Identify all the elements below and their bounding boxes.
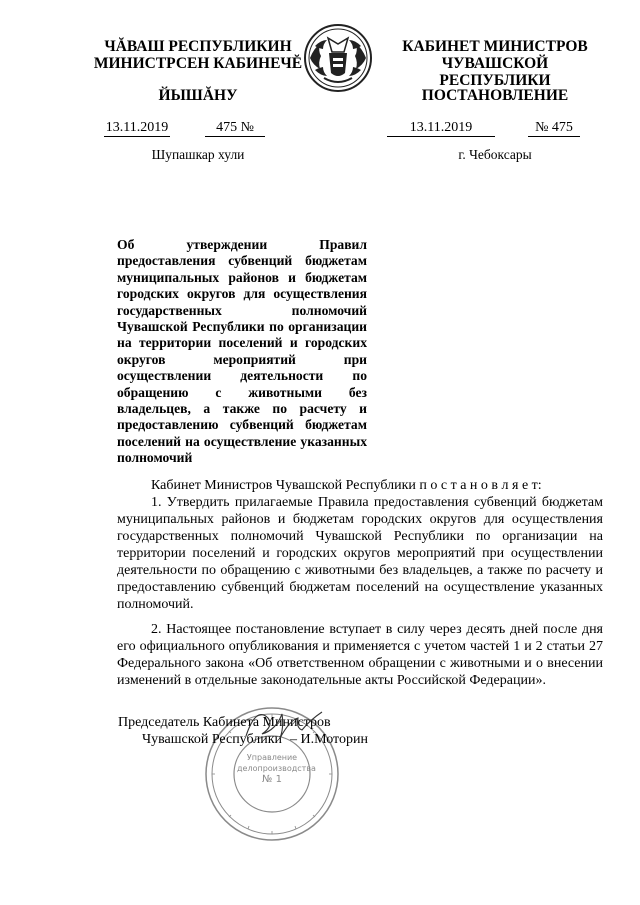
left-header-line1: ЧĂВАШ РЕСПУБЛИКИН: [104, 38, 292, 55]
left-date: 13.11.2019: [105, 120, 169, 135]
left-header: [92, 38, 304, 72]
right-date: 13.11.2019: [387, 120, 495, 137]
signature-line1: Председатель Кабинета Министров: [118, 715, 331, 730]
handwritten-signature: [240, 700, 330, 750]
left-header-line2: МИНИСТРСЕН КАБИНЕЧĔ: [93, 55, 303, 72]
point-2: 2. Настоящее постановление вступает в силу через десять дней после дня его официального опубликования и применяется с учетом частей 1 и 2 статьи 27 Федерального закона «Об ответственном обращении с животными и о внесении изменений в отдельные законодательные акты Российской Федерации».: [117, 622, 603, 688]
left-date-number: [104, 120, 265, 137]
preamble: Кабинет Министров Чувашской Республики п о с т а н о в л я е т:: [151, 478, 542, 493]
signature-line2: Чувашской Республики: [142, 732, 283, 747]
document-subject: Об утверждении Правил предоставления субвенций бюджетам муниципальных районов и бюджетам городских округов для осуществления государственных полномочий Чувашской Республики по организации на территории поселений и городских округов мероприятий при осуществлении деятельности по обращению с животными без владельцев, а также по расчету и предоставлению субвенций бюджетам поселений на осуществление указанных полномочий: [117, 237, 367, 466]
left-city: Шупашкар хули: [151, 147, 245, 162]
coat-of-arms-icon: [302, 22, 374, 94]
stamp-inner-text: [237, 752, 316, 785]
right-header: [392, 38, 598, 89]
left-number: 475 №: [205, 120, 265, 137]
right-doc-type: ПОСТАНОВЛЕНИЕ: [421, 87, 569, 104]
right-number: № 475: [528, 120, 580, 137]
document-body: [117, 477, 603, 689]
left-doc-type: ЙЫШĂНУ: [158, 87, 238, 104]
right-header-line2: ЧУВАШСКОЙ РЕСПУБЛИКИ: [439, 55, 551, 89]
right-date-number: [387, 120, 580, 137]
signature-name: – И.Моторин: [290, 732, 368, 747]
stamp-line2: делопроизводства: [237, 764, 316, 773]
right-header-line1: КАБИНЕТ МИНИСТРОВ: [402, 38, 588, 55]
stamp-line1: Управление: [246, 753, 298, 762]
right-city: г. Чебоксары: [458, 147, 532, 162]
stamp-line3: № 1: [262, 774, 282, 785]
point-1: 1. Утвердить прилагаемые Правила предоставления субвенций бюджетам муниципальных районов и бюджетам городских округов для осуществления государственных полномочий Чувашской Республики по организации на территории поселений и городских округов мероприятий при осуществлении деятельности по обращению с животными без владельцев, а также по расчету и предоставлению субвенций бюджетам поселений на осуществление указанных полномочий.: [117, 495, 603, 612]
